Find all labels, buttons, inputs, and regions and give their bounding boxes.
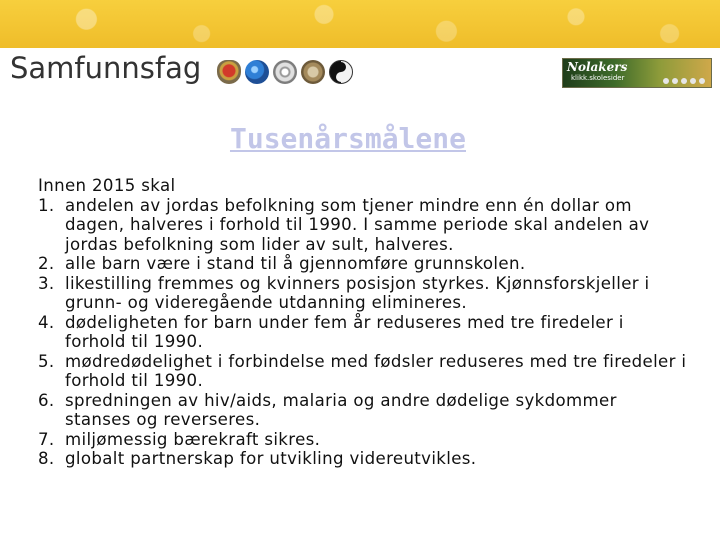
goal-text: alle barn være i stand til å gjennomføre grunnskolen.	[65, 254, 526, 273]
brand-title: Nolakers	[567, 60, 628, 74]
goal-item-2	[38, 254, 708, 274]
goal-text: andelen av jordas befolkning som tjener mindre enn én dollar om dagen, halveres i forhold til 1990. I samme periode skal andelen av jordas befolkning som lider av sult, halveres.	[65, 195, 650, 254]
coin-icon[interactable]	[301, 60, 325, 84]
goal-item-8	[38, 449, 708, 469]
goal-number: 8.	[38, 449, 55, 468]
goal-number: 7.	[38, 429, 55, 449]
goal-number: 6.	[38, 390, 55, 410]
goal-list	[38, 196, 708, 469]
top-banner	[0, 0, 720, 48]
dot-icon	[699, 78, 705, 84]
goal-number: 2.	[38, 254, 55, 273]
yin-yang-icon[interactable]	[329, 60, 353, 84]
slide-title[interactable]: Tusenårsmålene	[229, 122, 466, 155]
goal-number: 3.	[38, 273, 55, 293]
goal-item-1	[38, 196, 708, 255]
slide-body	[38, 176, 708, 469]
goal-item-6	[38, 391, 708, 430]
brand-subtitle: klikk.skolesider	[571, 74, 625, 82]
goal-text: mødredødelighet i forbindelse med fødsler reduseres med tre firedeler i forhold til 1990.	[65, 351, 687, 390]
goal-number: 4.	[38, 312, 55, 332]
brand-dots	[663, 78, 705, 84]
goal-item-4	[38, 313, 708, 352]
dot-icon	[672, 78, 678, 84]
intro-text: Innen 2015 skal	[38, 176, 176, 195]
dot-icon	[681, 78, 687, 84]
goal-number: 5.	[38, 351, 55, 371]
goal-item-7	[38, 430, 708, 450]
goal-item-3	[38, 274, 708, 313]
dot-icon	[663, 78, 669, 84]
subject-icon-row	[217, 60, 353, 86]
goal-text: spredningen av hiv/aids, malaria og andre dødelige sykdommer stanses og reverseres.	[65, 390, 617, 429]
goal-text: globalt partnerskap for utvikling videreutvikles.	[65, 449, 477, 468]
globe-icon[interactable]	[245, 60, 269, 84]
goal-text: likestilling fremmes og kvinners posisjon styrkes. Kjønnsforskjeller i grunn- og videregående utdanning elimineres.	[65, 273, 650, 312]
goal-text: dødeligheten for barn under fem år reduseres med tre firedeler i forhold til 1990.	[65, 312, 624, 351]
goal-text: miljømessig bærekraft sikres.	[65, 429, 321, 449]
dot-icon	[690, 78, 696, 84]
goal-number: 1.	[38, 195, 55, 215]
compass-icon[interactable]	[273, 60, 297, 84]
goal-item-5	[38, 352, 708, 391]
shield-icon[interactable]	[217, 60, 241, 84]
app-title: Samfunnsfag	[10, 51, 202, 85]
brand-logo[interactable]	[562, 58, 712, 88]
